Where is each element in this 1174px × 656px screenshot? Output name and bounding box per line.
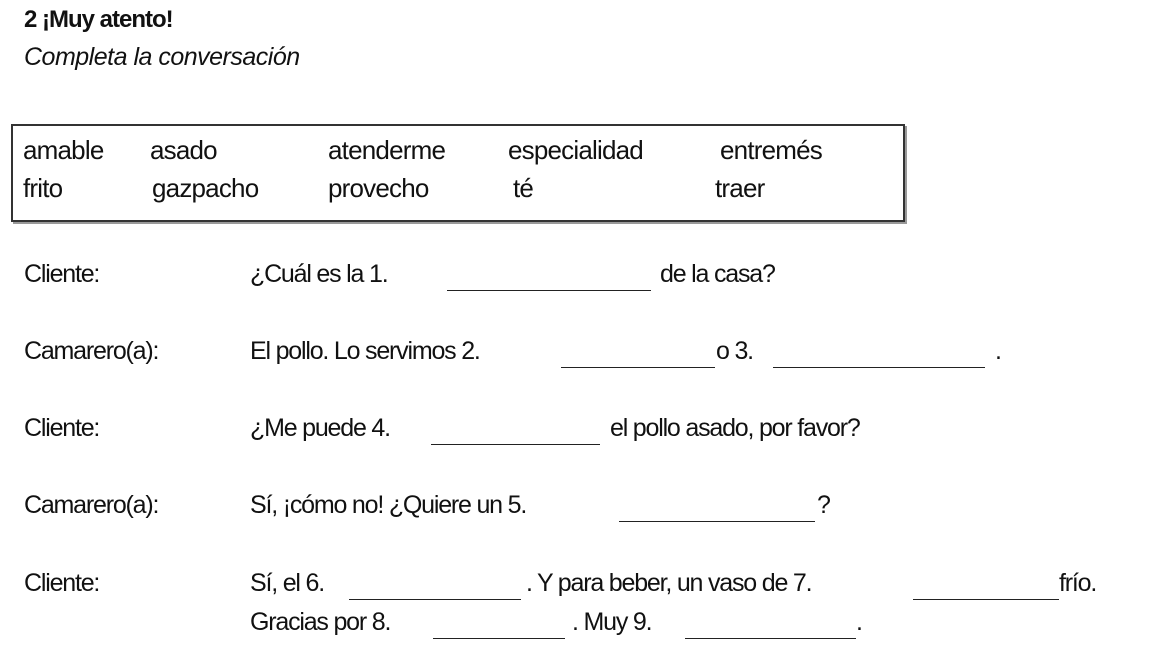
exercise-instruction: Completa la conversación bbox=[24, 43, 300, 71]
answer-blank-2[interactable] bbox=[561, 367, 715, 368]
answer-blank-3[interactable] bbox=[773, 367, 985, 368]
dialogue-text: ? bbox=[817, 491, 830, 519]
word-bank-word: gazpacho bbox=[152, 173, 259, 203]
dialogue-text: . Y para beber, un vaso de 7. bbox=[526, 569, 812, 597]
dialogue-text: de la casa? bbox=[660, 260, 775, 288]
word-bank-word: atenderme bbox=[328, 135, 446, 165]
answer-blank-5[interactable] bbox=[619, 521, 815, 522]
dialogue-text: El pollo. Lo servimos 2. bbox=[250, 337, 480, 365]
dialogue-text: . bbox=[995, 337, 1001, 365]
dialogue-text: frío. bbox=[1059, 569, 1097, 597]
dialogue-text: Sí, el 6. bbox=[250, 569, 324, 597]
word-bank-word: especialidad bbox=[508, 135, 643, 165]
word-bank-word: entremés bbox=[720, 135, 822, 165]
speaker-label: Camarero(a): bbox=[24, 491, 159, 519]
answer-blank-6[interactable] bbox=[349, 599, 521, 600]
word-bank-word: provecho bbox=[328, 173, 429, 203]
dialogue-text: . Muy 9. bbox=[572, 608, 652, 636]
dialogue-text: ¿Cuál es la 1. bbox=[250, 260, 388, 288]
word-bank-word: té bbox=[513, 173, 534, 203]
answer-blank-9[interactable] bbox=[685, 638, 856, 639]
dialogue-text: o 3. bbox=[716, 337, 753, 365]
word-bank-word: asado bbox=[150, 135, 217, 165]
exercise-title: 2 ¡Muy atento! bbox=[24, 6, 173, 33]
word-bank-word: traer bbox=[715, 173, 765, 203]
speaker-label: Camarero(a): bbox=[24, 337, 159, 365]
speaker-label: Cliente: bbox=[24, 414, 100, 442]
answer-blank-8[interactable] bbox=[433, 638, 565, 639]
dialogue-text: ¿Me puede 4. bbox=[250, 414, 390, 442]
answer-blank-7[interactable] bbox=[913, 599, 1059, 600]
dialogue-text: Sí, ¡cómo no! ¿Quiere un 5. bbox=[250, 491, 527, 519]
speaker-label: Cliente: bbox=[24, 569, 100, 597]
speaker-label: Cliente: bbox=[24, 260, 100, 288]
dialogue-text: el pollo asado, por favor? bbox=[610, 414, 860, 442]
answer-blank-4[interactable] bbox=[431, 444, 600, 445]
dialogue-text: Gracias por 8. bbox=[250, 608, 391, 636]
dialogue-text: . bbox=[856, 608, 862, 636]
word-bank-word: amable bbox=[23, 135, 104, 165]
answer-blank-1[interactable] bbox=[447, 290, 651, 291]
word-bank-word: frito bbox=[23, 173, 63, 203]
